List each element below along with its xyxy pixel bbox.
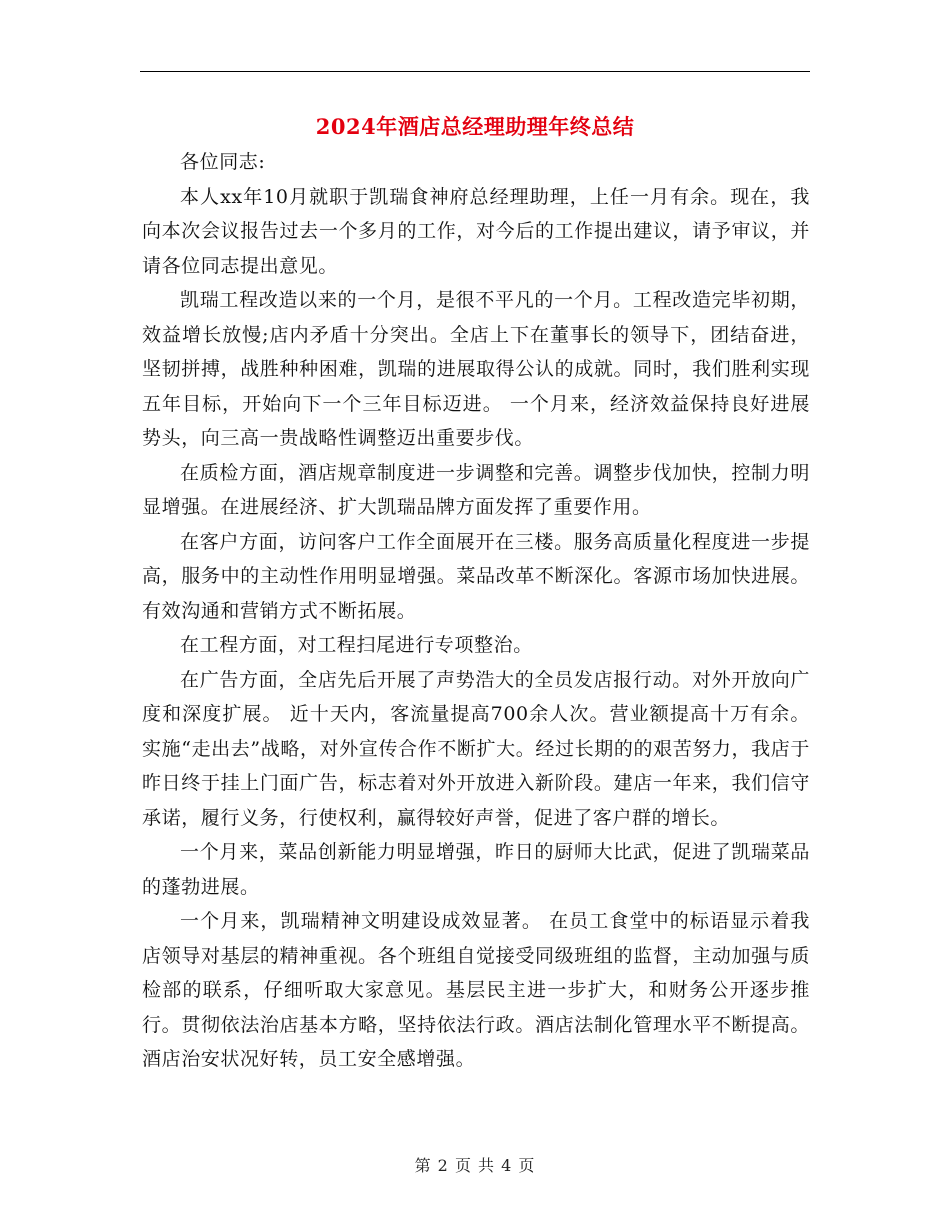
page-number-footer: 第 2 页 共 4 页 [414, 1156, 536, 1175]
paragraph: 在客户方面，访问客户工作全面展开在三楼。服务高质量化程度进一步提高，服务中的主动性作用明显增强。菜品改革不断深化。客源市场加快进展。有效沟通和营销方式不断拓展。 [142, 530, 810, 622]
paragraph: 在工程方面，对工程扫尾进行专项整治。 [180, 634, 533, 656]
header-rule [140, 71, 810, 72]
paragraph: 本人xx年10月就职于凯瑞食神府总经理助理，上任一月有余。现在，我向本次会议报告过去一个多月的工作，对今后的工作提出建议，请予审议，并请各位同志提出意见。 [142, 185, 810, 277]
document-title: 2024年酒店总经理助理年终总结 [315, 114, 635, 139]
paragraph: 在质检方面，酒店规章制度进一步调整和完善。调整步伐加快，控制力明显增强。在进展经济、扩大凯瑞品牌方面发挥了重要作用。 [142, 461, 810, 518]
document-body [142, 145, 810, 1077]
paragraph: 在广告方面，全店先后开展了声势浩大的全员发店报行动。对外开放向广度和深度扩展。 近十天内，客流量提高700余人次。营业额提高十万有余。实施“走出去”战略，对外宣传合作不断扩大。经过长期的的艰苦努力，我店于昨日终于挂上门面广告，标志着对外开放进入新阶段。建店一年来，我们信守承诺，履行义务，行使权利，赢得较好声誉，促进了客户群的增长。 [142, 668, 810, 829]
paragraph-salutation: 各位同志: [180, 151, 266, 173]
paragraph: 一个月来，菜品创新能力明显增强，昨日的厨师大比武，促进了凯瑞菜品的蓬勃进展。 [142, 841, 810, 898]
paragraph: 一个月来，凯瑞精神文明建设成效显著。 在员工食堂中的标语显示着我店领导对基层的精神重视。各个班组自觉接受同级班组的监督，主动加强与质检部的联系，仔细听取大家意见。基层民主进一步扩大，和财务公开逐步推行。贯彻依法治店基本方略，坚持依法行政。酒店法制化管理水平不断提高。酒店治安状况好转，员工安全感增强。 [142, 910, 810, 1070]
paragraph: 凯瑞工程改造以来的一个月，是很不平凡的一个月。工程改造完毕初期，效益增长放慢;店内矛盾十分突出。全店上下在董事长的领导下，团结奋进，坚韧拼搏，战胜种种困难，凯瑞的进展取得公认的成就。同时，我们胜利实现五年目标，开始向下一个三年目标迈进。 一个月来，经济效益保持良好进展势头，向三高一贵战略性调整迈出重要步伐。 [142, 289, 810, 449]
